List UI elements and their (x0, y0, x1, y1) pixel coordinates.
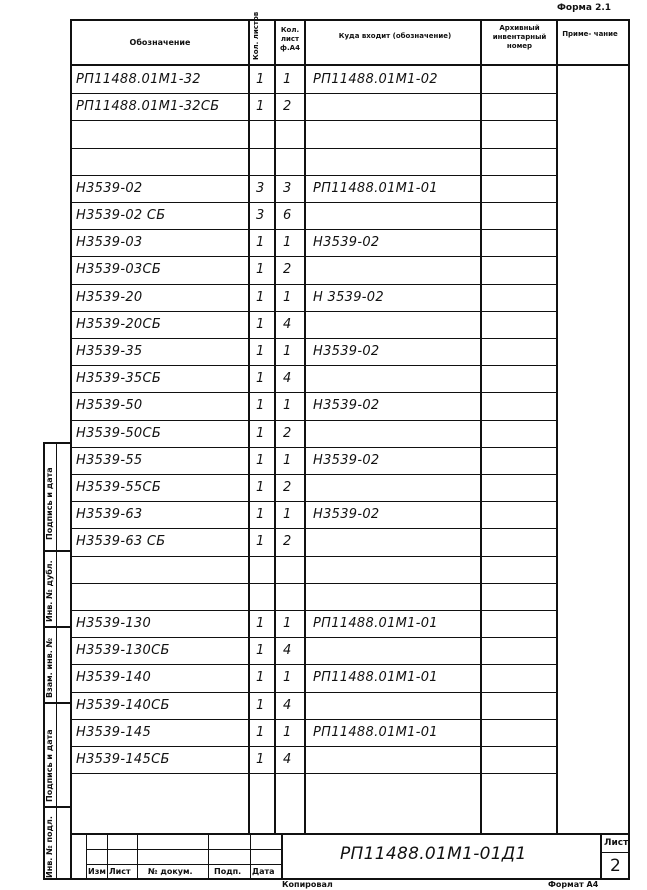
row-separator (70, 746, 556, 747)
row-count: 1 (256, 235, 265, 251)
sidebar-inv-dubl: Инв. № дубл. (45, 560, 54, 622)
row-separator (70, 474, 556, 475)
row-count: 1 (256, 371, 265, 387)
header-sheets-a4: Кол. лист ф.А4 (280, 26, 300, 52)
row-designation: Н3539-55 (76, 452, 143, 468)
row-separator (70, 284, 556, 285)
row-count: 1 (256, 262, 265, 278)
row-count: 1 (256, 316, 265, 332)
header-destination: Куда входит (обозначение) (338, 32, 452, 40)
row-destination: Н3539-02 (313, 235, 380, 251)
row-sheets: 6 (283, 208, 292, 223)
row-separator (70, 93, 556, 94)
row-sheets: 2 (283, 534, 292, 550)
row-destination: РП11488.01М1-01 (313, 670, 438, 686)
stamp-col-d (208, 833, 209, 880)
row-sheets: 3 (283, 180, 292, 196)
row-separator (70, 120, 556, 121)
row-separator (70, 311, 556, 312)
stamp-col-date: Дата (252, 867, 275, 876)
row-separator (70, 719, 556, 720)
stamp-sheet-number: 2 (610, 856, 622, 876)
row-sheets: 4 (283, 643, 292, 659)
row-count: 1 (256, 398, 265, 414)
row-count: 1 (256, 452, 265, 468)
row-separator (70, 175, 556, 176)
row-count: 3 (256, 208, 265, 223)
row-count: 1 (256, 425, 265, 441)
row-separator (70, 420, 556, 421)
row-designation: Н3539-130 (76, 616, 152, 631)
row-separator (70, 501, 556, 502)
row-separator (70, 338, 556, 339)
row-separator (70, 447, 556, 448)
col-line-1 (248, 19, 250, 833)
row-designation: Н3539-03СБ (76, 262, 162, 278)
row-sheets: 1 (283, 344, 292, 359)
row-sheets: 1 (283, 398, 292, 414)
row-sheets: 1 (283, 724, 292, 740)
row-sheets: 1 (283, 507, 292, 523)
row-designation: Н3539-02 (76, 180, 143, 196)
sidebar-sign-date-top: Подпись и дата (45, 467, 54, 540)
row-designation: Н3539-55СБ (76, 480, 162, 495)
row-sheets: 1 (283, 452, 292, 468)
row-sheets: 2 (283, 262, 292, 278)
stamp-col-doc: № докум. (148, 867, 193, 876)
stamp-row-2 (86, 864, 282, 865)
row-separator (70, 556, 556, 557)
header-archive: Архивный инвентарный номер (492, 24, 547, 50)
col-line-2 (274, 19, 276, 833)
row-count: 1 (256, 507, 265, 523)
row-designation: Н3539-50СБ (76, 425, 162, 441)
col-line-5 (556, 19, 558, 833)
row-count: 1 (256, 72, 265, 87)
row-designation: Н3539-140 (76, 670, 152, 686)
row-designation: Н3539-35СБ (76, 371, 162, 387)
row-count: 1 (256, 643, 265, 659)
stamp-sheet-label: Лист (604, 838, 629, 848)
header-designation: Обозначение (129, 38, 191, 47)
sidebar-vzam-inv: Взам. инв. № (45, 637, 54, 698)
row-destination: Н3539-02 (313, 398, 380, 414)
sidebar-inv-podl: Инв. № подл. (45, 816, 54, 878)
row-sheets: 4 (283, 316, 292, 332)
row-count: 1 (256, 344, 265, 359)
row-destination: Н3539-02 (313, 507, 380, 523)
footer-format: Формат А4 (548, 880, 599, 889)
row-sheets: 4 (283, 697, 292, 713)
row-separator (70, 256, 556, 257)
row-count: 1 (256, 99, 265, 115)
row-designation: Н3539-35 (76, 344, 143, 359)
form-label: Форма 2.1 (557, 3, 612, 13)
stamp-col-c (137, 833, 138, 880)
row-destination: Н 3539-02 (313, 289, 384, 305)
row-count: 1 (256, 752, 265, 767)
row-sheets: 2 (283, 99, 292, 115)
row-count: 3 (256, 180, 265, 196)
row-designation: Н3539-20 (76, 289, 143, 305)
row-count: 1 (256, 289, 265, 305)
stamp-sheet-sep (600, 852, 630, 853)
header-sheets-count: Кол. листов (252, 11, 260, 60)
stamp-designation: РП11488.01М1-01Д1 (340, 844, 527, 864)
col-line-3 (304, 19, 306, 833)
sidebar-inner-line (56, 442, 57, 880)
header-divider (70, 64, 630, 66)
row-count: 1 (256, 670, 265, 686)
row-designation: РП11488.01М1-32 (76, 72, 201, 87)
stamp-col-f (281, 833, 283, 880)
stamp-col-izm: Изм (88, 867, 106, 876)
row-count: 1 (256, 724, 265, 740)
row-sheets: 1 (283, 289, 292, 305)
row-sheets: 1 (283, 235, 292, 251)
row-designation: Н3539-130СБ (76, 643, 170, 659)
stamp-col-a (86, 833, 87, 880)
row-designation: Н3539-63 СБ (76, 534, 166, 550)
row-count: 1 (256, 534, 265, 550)
row-separator (70, 583, 556, 584)
row-count: 1 (256, 480, 265, 495)
stamp-top-line (70, 833, 630, 835)
row-designation: Н3539-50 (76, 398, 143, 414)
row-separator (70, 773, 556, 774)
row-designation: Н3539-03 (76, 235, 143, 251)
sidebar-sep-4 (43, 806, 70, 808)
row-separator (70, 664, 556, 665)
row-separator (70, 229, 556, 230)
row-destination: РП11488.01М1-01 (313, 616, 438, 631)
sidebar-sep-3 (43, 702, 70, 704)
row-designation: Н3539-145СБ (76, 752, 170, 767)
row-designation: Н3539-20СБ (76, 316, 162, 332)
row-sheets: 1 (283, 616, 292, 631)
row-destination: Н3539-02 (313, 452, 380, 468)
row-designation: Н3539-63 (76, 507, 143, 523)
row-sheets: 4 (283, 752, 292, 767)
row-sheets: 2 (283, 425, 292, 441)
row-designation: Н3539-145 (76, 724, 152, 740)
row-separator (70, 637, 556, 638)
stamp-col-b (107, 833, 108, 880)
row-count: 1 (256, 616, 265, 631)
row-sheets: 1 (283, 72, 292, 87)
stamp-row-1 (86, 849, 282, 850)
row-destination: Н3539-02 (313, 344, 380, 359)
row-separator (70, 692, 556, 693)
footer-copied: Копировал (282, 880, 333, 889)
stamp-col-e (250, 833, 251, 880)
sidebar-sep-1 (43, 550, 70, 552)
row-separator (70, 202, 556, 203)
stamp-col-sign: Подп. (214, 867, 242, 876)
header-note: Приме- чание (562, 30, 618, 38)
row-separator (70, 148, 556, 149)
row-destination: РП11488.01М1-02 (313, 72, 438, 87)
sidebar-sep-2 (43, 626, 70, 628)
row-sheets: 1 (283, 670, 292, 686)
row-sheets: 4 (283, 371, 292, 387)
row-destination: РП11488.01М1-01 (313, 180, 438, 196)
row-designation: Н3539-140СБ (76, 697, 170, 713)
row-separator (70, 610, 556, 611)
row-destination: РП11488.01М1-01 (313, 724, 438, 740)
row-designation: РП11488.01М1-32СБ (76, 99, 220, 115)
row-designation: Н3539-02 СБ (76, 208, 166, 223)
stamp-col-list: Лист (109, 867, 131, 876)
row-sheets: 2 (283, 480, 292, 495)
row-separator (70, 528, 556, 529)
row-separator (70, 365, 556, 366)
col-line-4 (480, 19, 482, 833)
stamp-col-g (600, 833, 602, 880)
row-count: 1 (256, 697, 265, 713)
row-separator (70, 392, 556, 393)
sidebar-sign-date-bottom: Подпись и дата (45, 729, 54, 802)
